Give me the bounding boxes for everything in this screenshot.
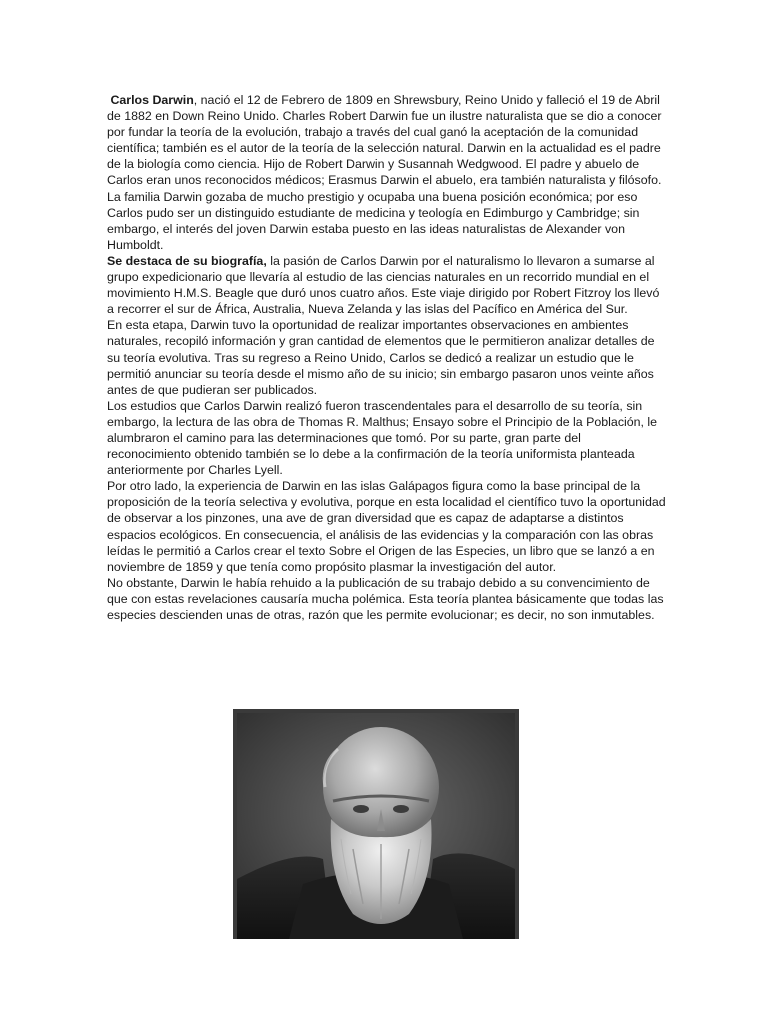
paragraph-intro xyxy=(107,92,667,189)
paragraph-galapagos xyxy=(107,478,667,575)
paragraph-biography xyxy=(107,253,667,317)
darwin-portrait-photo xyxy=(233,709,519,939)
paragraph-publication-text: No obstante, Darwin le había rehuido a la publicación de su trabajo debido a su convencimiento de que con estas revelaciones causaría mucha polémica. Esta teoría plantea básicamente que todas las especies descienden unas de otras, razón que les permite evolucionar; es decir, no son inmutables. xyxy=(107,575,664,622)
paragraph-galapagos-text: Por otro lado, la experiencia de Darwin en las islas Galápagos figura como la base principal de la proposición de la teoría selectiva y evolutiva, porque en esta localidad el científico tuvo la oportunidad de observar a los pinzones, una ave de gran diversidad que es capaz de adaptarse a distintos espacios ecológicos. En consecuencia, el análisis de las evidencias y la comparación con las obras leídas le permitió a Carlos crear el texto Sobre el Origen de las Especies, un libro que se lanzó a en noviembre de 1859 y que tenía como propósito plasmar la investigación del autor. xyxy=(107,479,666,574)
paragraph-biography-lead: Se destaca de su biografía, xyxy=(107,253,267,268)
paragraph-family xyxy=(107,189,667,253)
portrait-illustration xyxy=(233,709,519,939)
article-body xyxy=(107,92,667,623)
paragraph-intro-lead: Carlos Darwin xyxy=(110,93,194,107)
paragraph-studies xyxy=(107,398,667,478)
paragraph-biography-text: la pasión de Carlos Darwin por el naturalismo lo llevaron a sumarse al grupo expedicionario que llevaría al estudio de las ciencias naturales en un recorrido mundial en el movimiento H.M.S. Beagle que duró unos cuatro años. Este viaje dirigido por Robert Fitzroy los llevó a recorrer el sur de África, Australia, Nueva Zelanda y las islas del Pacífico en América del Sur. xyxy=(107,253,660,317)
paragraph-publication xyxy=(107,575,667,623)
paragraph-family-text: La familia Darwin gozaba de mucho prestigio y ocupaba una buena posición económica; por eso Carlos pudo ser un distinguido estudiante de medicina y teología en Edimburgo y Cambridge; sin embargo, el interés del joven Darwin estaba puesto en las ideas naturalistas de Alexander von Humboldt. xyxy=(107,189,640,252)
paragraph-studies-text: Los estudios que Carlos Darwin realizó fueron trascendentales para el desarrollo de su teoría, sin embargo, la lectura de las obra de Thomas R. Malthus; Ensayo sobre el Principio de la Población, le alumbraron el camino para las determinaciones que tomó. Por su parte, gran parte del reconocimiento obtenido también se lo debe a la confirmación de la teoría uniformista planteada anteriormente por Charles Lyell. xyxy=(107,398,658,478)
paragraph-intro-text: , nació el 12 de Febrero de 1809 en Shrewsbury, Reino Unido y falleció el 19 de Abril de 1882 en Down Reino Unido. Charles Robert Darwin fue un ilustre naturalista que se dio a conocer por fundar la teoría de la evolución, trabajo a través del cual ganó la aceptación de la comunidad científica; también es el autor de la teoría de la selección natural. Darwin en la actualidad es el padre de la biología como ciencia. Hijo de Robert Darwin y Susannah Wedgwood. El padre y abuelo de Carlos eran unos reconocidos médicos; Erasmus Darwin el abuelo, era también naturalista y filósofo. xyxy=(107,93,662,188)
paragraph-observations-text: En esta etapa, Darwin tuvo la oportunidad de realizar importantes observaciones en ambientes naturales, recopiló información y gran cantidad de elementos que le permitieron analizar detalles de su teoría evolutiva. Tras su regreso a Reino Unido, Carlos se dedicó a realizar un estudio que le permitió anunciar su teoría desde el mismo año de su inicio; sin embargo pasaron unos veinte años antes de que pudieran ser publicados. xyxy=(107,318,655,397)
paragraph-observations xyxy=(107,317,667,397)
